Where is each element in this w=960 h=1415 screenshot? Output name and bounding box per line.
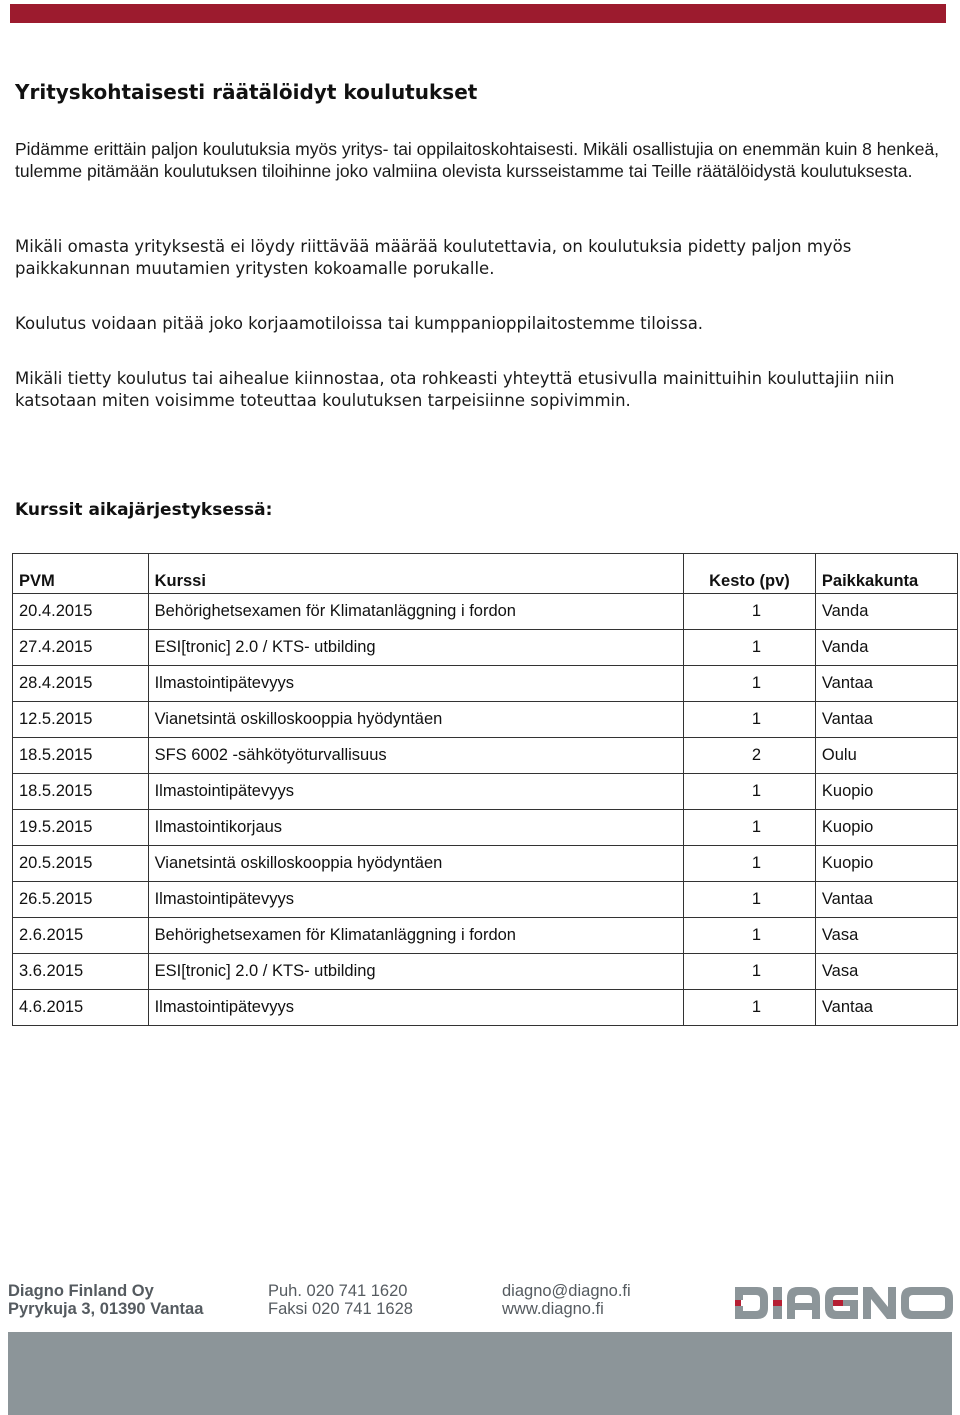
cell-date: 20.4.2015 [13,594,149,630]
header-location: Paikkakunta [815,554,957,594]
cell-date: 2.6.2015 [13,918,149,954]
intro-paragraph-2: Mikäli omasta yrityksestä ei löydy riittävää määrää koulutettavia, on koulutuksia pidetty paljon myös paikkakunnan muutamien yritysten kokoamalle porukalle. [15,237,852,278]
cell-duration: 2 [684,738,816,774]
cell-duration: 1 [684,594,816,630]
cell-course: SFS 6002 -sähkötyöturvallisuus [148,738,683,774]
table-row [13,954,958,990]
courses-table-body [13,594,958,1026]
page-title: Yrityskohtaisesti räätälöidyt koulutukset [15,80,478,104]
cell-date: 3.6.2015 [13,954,149,990]
cell-course: Behörighetsexamen för Klimatanläggning i fordon [148,594,683,630]
cell-course: Ilmastointipätevyys [148,774,683,810]
cell-date: 20.5.2015 [13,846,149,882]
cell-location: Kuopio [815,846,957,882]
footer-email: diagno@diagno.fi [502,1282,631,1300]
cell-course: Behörighetsexamen för Klimatanläggning i fordon [148,918,683,954]
header-date: PVM [13,554,149,594]
cell-location: Kuopio [815,810,957,846]
top-accent-bar [10,4,946,23]
table-row [13,702,958,738]
cell-duration: 1 [684,882,816,918]
cell-duration: 1 [684,810,816,846]
intro-paragraph-4: Mikäli tietty koulutus tai aihealue kiinnostaa, ota rohkeasti yhteyttä etusivulla mainittuihin kouluttajiin niin katsotaan miten voisimme toteuttaa koulutuksen tarpeisiinne sopivimmin. [15,369,895,410]
cell-duration: 1 [684,774,816,810]
intro-paragraph-3: Koulutus voidaan pitää joko korjaamotiloissa tai kumppanioppilaitostemme tiloissa. [15,314,704,333]
cell-date: 18.5.2015 [13,774,149,810]
cell-location: Vantaa [815,702,957,738]
table-row [13,630,958,666]
cell-date: 18.5.2015 [13,738,149,774]
cell-duration: 1 [684,918,816,954]
cell-duration: 1 [684,990,816,1026]
cell-date: 27.4.2015 [13,630,149,666]
table-row [13,882,958,918]
cell-location: Vasa [815,918,957,954]
cell-location: Vantaa [815,990,957,1026]
cell-date: 28.4.2015 [13,666,149,702]
diagno-logo [735,1286,953,1320]
cell-location: Oulu [815,738,957,774]
courses-table [12,553,958,1026]
cell-course: Ilmastointipätevyys [148,666,683,702]
table-header-row [13,554,958,594]
table-row [13,990,958,1026]
cell-duration: 1 [684,666,816,702]
table-row [13,810,958,846]
cell-course: ESI[tronic] 2.0 / KTS- utbilding [148,954,683,990]
cell-course: Ilmastointipätevyys [148,990,683,1026]
footer-website: www.diagno.fi [502,1300,604,1318]
cell-location: Vanda [815,630,957,666]
cell-date: 4.6.2015 [13,990,149,1026]
courses-heading: Kurssit aikajärjestyksessä: [15,500,273,520]
cell-location: Vantaa [815,666,957,702]
cell-course: ESI[tronic] 2.0 / KTS- utbilding [148,630,683,666]
cell-course: Ilmastointikorjaus [148,810,683,846]
cell-duration: 1 [684,846,816,882]
table-row [13,846,958,882]
cell-course: Vianetsintä oskilloskooppia hyödyntäen [148,702,683,738]
cell-location: Kuopio [815,774,957,810]
footer-address: Pyrykuja 3, 01390 Vantaa [8,1300,204,1318]
table-row [13,666,958,702]
cell-duration: 1 [684,630,816,666]
bottom-footer-bar [8,1332,952,1415]
table-row [13,594,958,630]
header-course: Kurssi [148,554,683,594]
footer-company-name: Diagno Finland Oy [8,1282,154,1300]
table-row [13,738,958,774]
cell-location: Vasa [815,954,957,990]
cell-date: 12.5.2015 [13,702,149,738]
table-row [13,774,958,810]
header-duration: Kesto (pv) [684,554,816,594]
table-row [13,918,958,954]
cell-duration: 1 [684,954,816,990]
footer-fax: Faksi 020 741 1628 [268,1300,413,1318]
cell-date: 26.5.2015 [13,882,149,918]
footer-phone: Puh. 020 741 1620 [268,1282,408,1300]
cell-location: Vanda [815,594,957,630]
cell-course: Ilmastointipätevyys [148,882,683,918]
cell-course: Vianetsintä oskilloskooppia hyödyntäen [148,846,683,882]
cell-location: Vantaa [815,882,957,918]
cell-date: 19.5.2015 [13,810,149,846]
cell-duration: 1 [684,702,816,738]
intro-paragraph-1: Pidämme erittäin paljon koulutuksia myös yritys- tai oppilaitoskohtaisesti. Mikäli osallistujia on enemmän kuin 8 henkeä, tulemme pitämään koulutuksen tiloihinne joko valmiina olevista kursseistamme tai Teille räätälöidystä koulutuksesta. [15,139,940,181]
